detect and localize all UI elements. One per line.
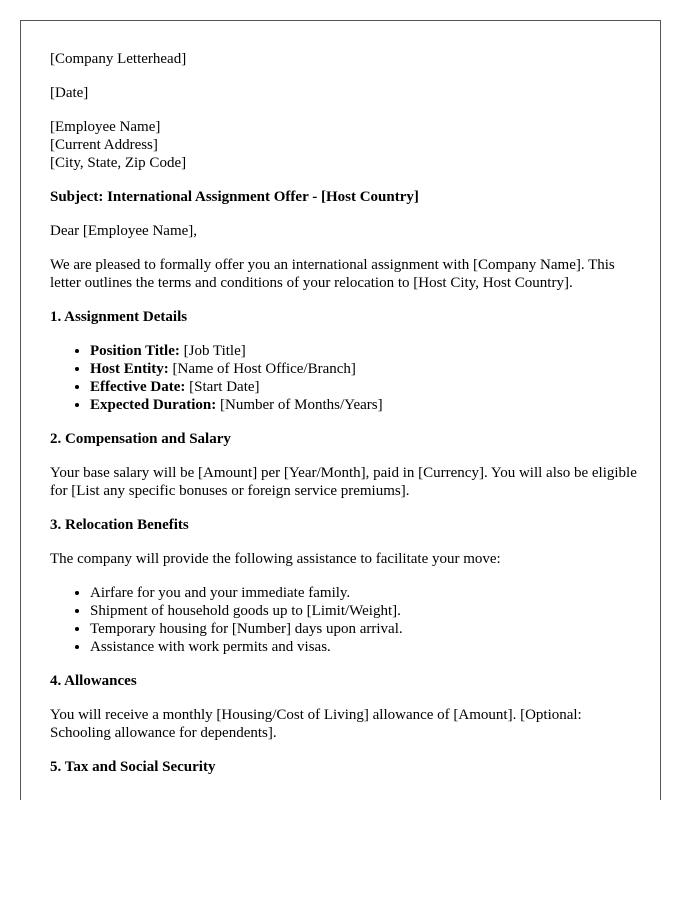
allowances-paragraph: You will receive a monthly [Housing/Cost of Living] allowance of [Amount]. [Optional: Schooling allowance for dependents]. [50,707,582,741]
section-heading-compensation: 2. Compensation and Salary [50,431,231,447]
company-letterhead: [Company Letterhead] [50,51,187,67]
item-label: Effective Date: [90,379,186,395]
assignment-details-list [50,342,640,414]
compensation-paragraph: Your base salary will be [Amount] per [Year/Month], paid in [Currency]. You will also be eligible for [List any specific bonuses or foreign service premiums]. [50,465,637,499]
list-item: • Assistance with work permits and visas. [90,638,640,656]
letter-date: [Date] [50,85,89,101]
list-item: • Shipment of household goods up to [Limit/Weight]. [90,602,640,620]
item-value: [Number of Months/Years] [216,397,383,413]
item-value: [Start Date] [185,379,260,395]
section-heading-relocation: 3. Relocation Benefits [50,517,189,533]
letter-page [20,20,661,800]
salutation: Dear [Employee Name], [50,223,198,239]
item-label: Expected Duration: [90,397,217,413]
item-value: [Job Title] [179,343,246,359]
relocation-benefits-list [50,584,640,656]
list-item [90,396,640,414]
letter-content [50,50,640,792]
intro-paragraph: We are pleased to formally offer you an international assignment with [Company Name]. This letter outlines the terms and conditions of your relocation to [Host City, Host Country]. [50,257,615,291]
item-label: Position Title: [90,343,180,359]
list-item: • Temporary housing for [Number] days upon arrival. [90,620,640,638]
letter-subject: Subject: International Assignment Offer - [Host Country] [50,189,419,205]
recipient-city-state-zip: [City, State, Zip Code] [50,155,187,171]
relocation-paragraph: The company will provide the following assistance to facilitate your move: [50,551,501,567]
recipient-block [50,118,640,172]
item-value: [Name of Host Office/Branch] [168,361,356,377]
section-heading-allowances: 4. Allowances [50,673,137,689]
section-heading-tax: 5. Tax and Social Security [50,759,216,775]
section-heading-assignment: 1. Assignment Details [50,309,188,325]
list-item [90,360,640,378]
item-label: Host Entity: [90,361,169,377]
list-item [90,342,640,360]
list-item [90,378,640,396]
recipient-address: [Current Address] [50,137,158,153]
recipient-name: [Employee Name] [50,119,161,135]
list-item: • Airfare for you and your immediate family. [90,584,640,602]
